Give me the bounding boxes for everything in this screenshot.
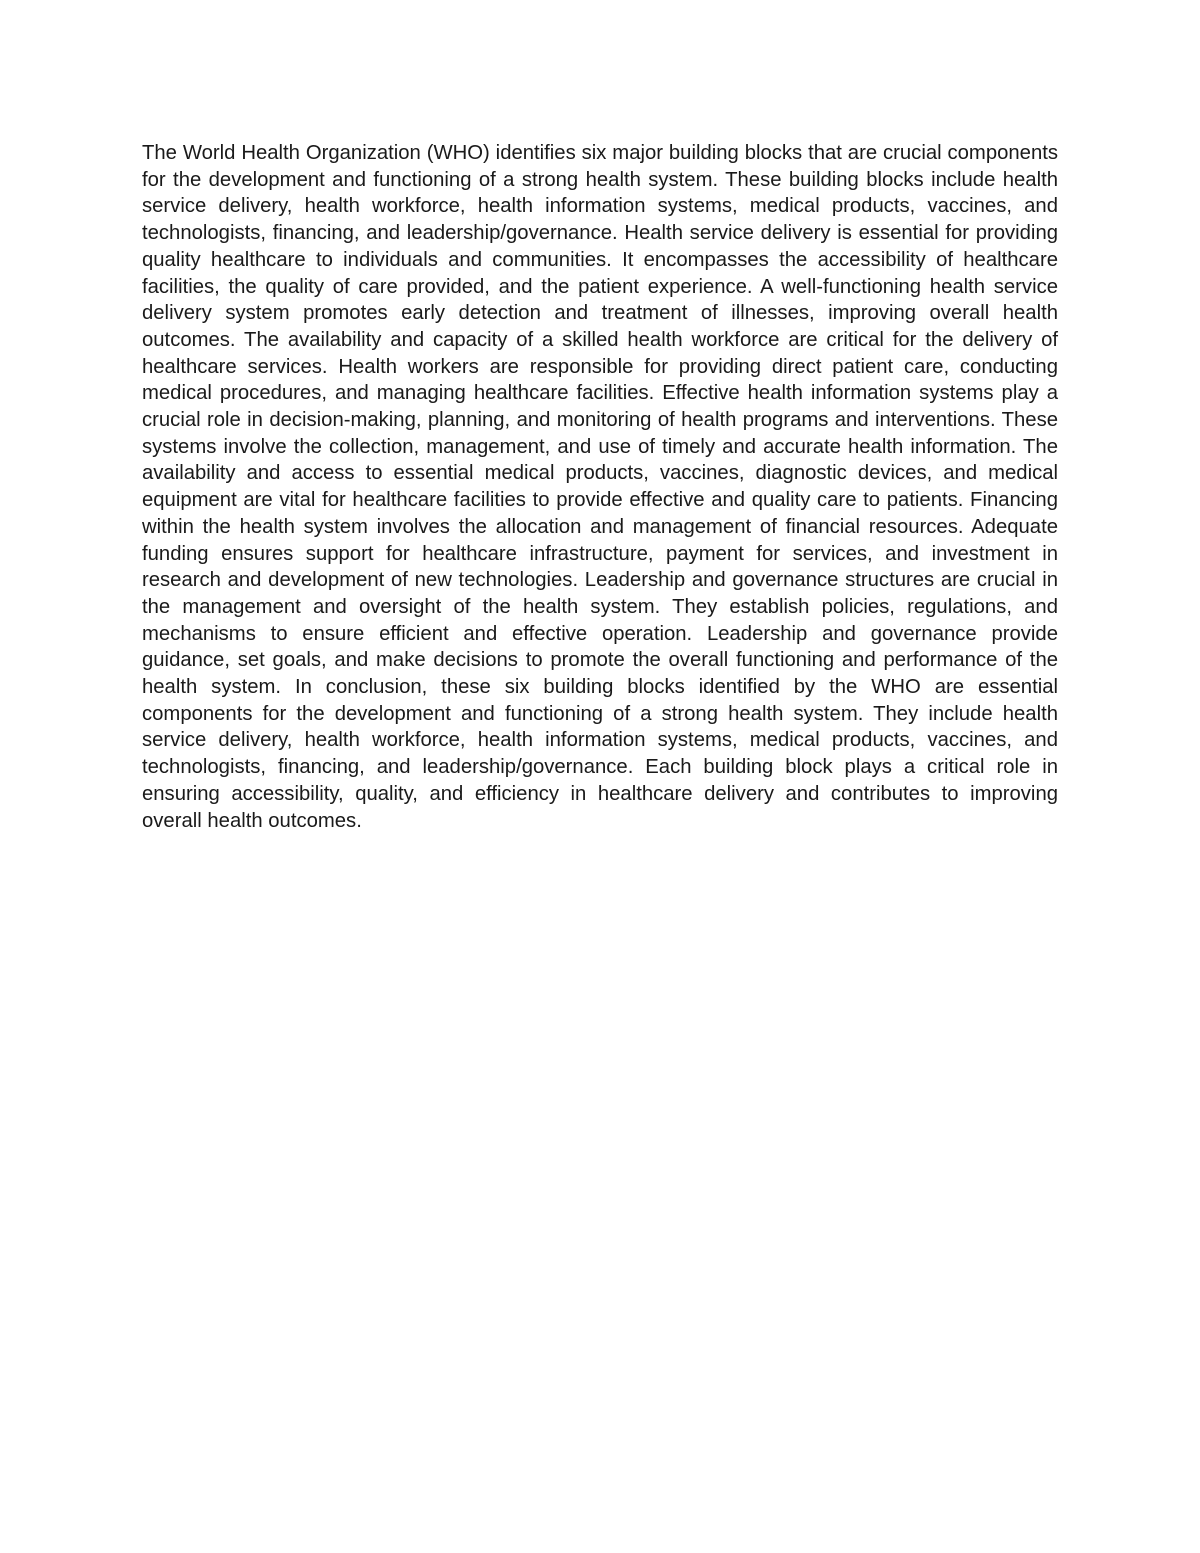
body-paragraph: The World Health Organization (WHO) identifies six major building blocks that are crucial components for the development and functioning of a strong health system. These building blocks include health service delivery, health workforce, health information systems, medical products, vaccines, and technologists, financing, and leadership/governance. Health service delivery is essential for providing quality healthcare to individuals and communities. It encompasses the accessibility of healthcare facilities, the quality of care provided, and the patient experience. A well-functioning health service delivery system promotes early detection and treatment of illnesses, improving overall health outcomes. The availability and capacity of a skilled health workforce are critical for the delivery of healthcare services. Health workers are responsible for providing direct patient care, conducting medical procedures, and managing healthcare facilities. Effective health information systems play a crucial role in decision-making, planning, and monitoring of health programs and interventions. These systems involve the collection, management, and use of timely and accurate health information. The availability and access to essential medical products, vaccines, diagnostic devices, and medical equipment are vital for healthcare facilities to provide effective and quality care to patients. Financing within the health system involves the allocation and management of financial resources. Adequate funding ensures support for healthcare infrastructure, payment for services, and investment in research and development of new technologies. Leadership and governance structures are crucial in the management and oversight of the health system. They establish policies, regulations, and mechanisms to ensure efficient and effective operation. Leadership and governance provide guidance, set goals, and make decisions to promote the overall functioning and performance of the health system. In conclusion, these six building blocks identified by the WHO are essential components for the development and functioning of a strong health system. They include health service delivery, health workforce, health information systems, medical products, vaccines, and technologists, financing, and leadership/governance. Each building block plays a critical role in ensuring accessibility, quality, and efficiency in healthcare delivery and contributes to improving overall health outcomes. [142,142,1058,832]
